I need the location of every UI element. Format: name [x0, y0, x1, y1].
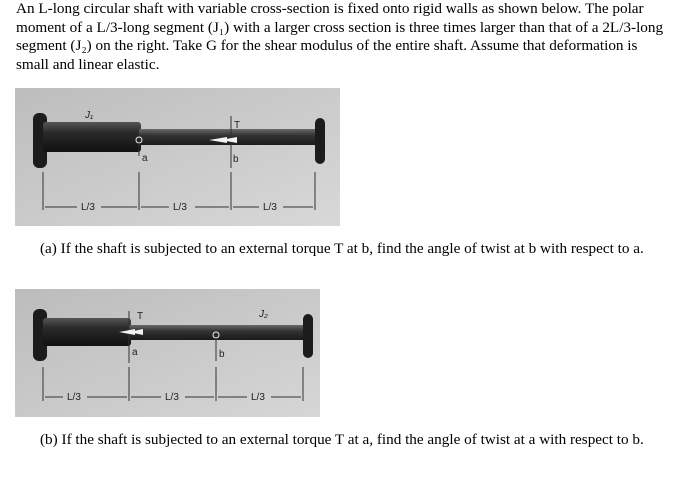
thick-segment — [43, 318, 131, 346]
dim-1: L/3 — [67, 392, 81, 403]
question-a: (a) If the shaft is subjected to an external torque T at b, find the angle of twist at b with respect to a. — [40, 240, 644, 257]
j2-label: J₂ — [259, 309, 268, 320]
dim-3: L/3 — [263, 202, 277, 213]
right-wall — [303, 314, 313, 358]
thick-segment — [43, 122, 141, 152]
dim-3: L/3 — [251, 392, 265, 403]
dim-2: L/3 — [165, 392, 179, 403]
torque-label: T — [137, 311, 144, 322]
right-wall — [315, 118, 325, 164]
dim-1: L/3 — [81, 202, 95, 213]
point-a-label: a — [142, 153, 148, 164]
point-b-label: b — [219, 349, 225, 360]
torque-label: T — [234, 120, 241, 131]
point-b-label: b — [233, 154, 239, 165]
figure-2-photo — [15, 289, 320, 417]
question-b: (b) If the shaft is subjected to an external torque T at a, find the angle of twist at a with respect to b. — [40, 431, 644, 448]
thin-segment — [139, 129, 321, 145]
j1-label: J₁ — [85, 110, 94, 121]
problem-intro: An L-long circular shaft with variable cross-section is fixed onto rigid walls as shown below. The polar moment of a L/3-long segment (J₁) with a larger cross section is three times larger than that of a 2L/3-long segment (J₂) on the right. Take G for the shear modulus of the entire shaft. Assume that deformation is small and linear elastic. — [16, 0, 664, 73]
figure-1-photo — [15, 88, 340, 226]
dim-2: L/3 — [173, 202, 187, 213]
point-a-label: a — [132, 347, 138, 358]
